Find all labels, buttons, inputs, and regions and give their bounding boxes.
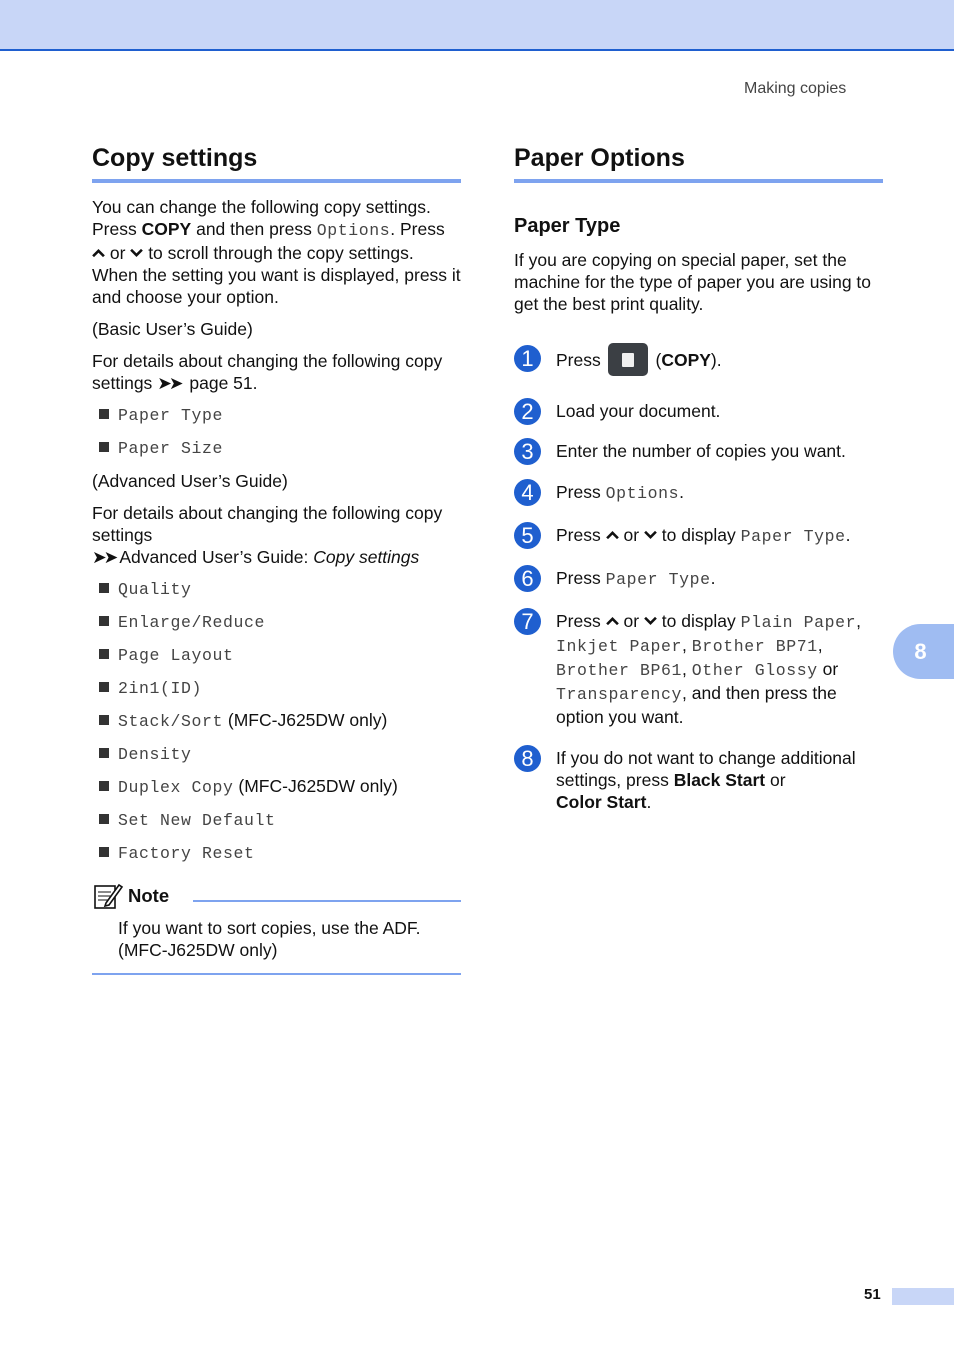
list-item: Stack/Sort (MFC-J625DW only) [92, 709, 461, 733]
basic-guide-label: (Basic User’s Guide) [92, 319, 253, 339]
note-pencil-icon [92, 881, 124, 911]
note-body: If you want to sort copies, use the ADF. (MFC-J625DW only) [118, 918, 421, 960]
list-item: Density [92, 742, 461, 766]
copy-key: COPY [141, 219, 192, 239]
up-arrow-icon [606, 615, 619, 627]
list-item: Factory Reset [92, 841, 461, 865]
reference-arrows-icon: ➤➤ [157, 373, 181, 393]
copy-settings-section [92, 142, 461, 975]
step-6: 6 Press Paper Type. [514, 567, 883, 591]
reference-arrows-icon: ➤➤ [92, 547, 116, 567]
intro-paragraph: You can change the following copy settings. Press COPY and then press Options. Press or to scroll through the copy settings. When the setting you want is displayed, press it and choose your option. [92, 197, 461, 307]
list-item: 2in1(ID) [92, 676, 461, 700]
step-3: 3 Enter the number of copies you want. [514, 440, 883, 462]
list-item: Duplex Copy (MFC-J625DW only) [92, 775, 461, 799]
step-1: 1 Press (COPY). [514, 347, 883, 376]
list-item: Quality [92, 577, 461, 601]
note-divider [193, 900, 461, 902]
basic-details: For details about changing the following copy settings ➤➤ page 51. [92, 351, 443, 393]
list-item: Page Layout [92, 643, 461, 667]
step-4: 4 Press Options. [514, 481, 883, 505]
step-number: 6 [514, 565, 541, 592]
paper-type-intro: If you are copying on special paper, set the machine for the type of paper you are using to get the best print quality. [514, 250, 872, 314]
note-title: Note [128, 885, 170, 906]
footer-band [892, 1288, 954, 1305]
paper-type-heading: Paper Type [514, 215, 621, 237]
list-item: Set New Default [92, 808, 461, 832]
chapter-tab: 8 [893, 624, 954, 679]
note-box [92, 881, 461, 975]
advanced-guide-label: (Advanced User’s Guide) [92, 471, 288, 491]
step-8: 8 If you do not want to change additional settings, press Black Start or Color Start. [514, 747, 883, 813]
step-7: 7 Press or to display Plain Paper, Inkjet Paper, Brother BP71, Brother BP61, Other Glossy or Transparency, and then press the option you want. [514, 610, 883, 728]
page-number: 51 [864, 1286, 881, 1303]
step-2: 2 Load your document. [514, 400, 883, 422]
list-item: Paper Type [92, 403, 461, 427]
down-arrow-icon [644, 615, 657, 627]
section-title: Copy settings [92, 142, 461, 183]
down-arrow-icon [130, 247, 143, 259]
top-band [0, 0, 954, 51]
advanced-details: For details about changing the following copy settings ➤➤ Advanced User’s Guide: Copy settings [92, 503, 443, 567]
running-header: Making copies [744, 80, 847, 97]
list-item: Paper Size [92, 436, 461, 460]
step-number: 4 [514, 479, 541, 506]
step-number: 5 [514, 522, 541, 549]
copy-button-icon [608, 343, 648, 376]
paper-options-section [514, 142, 883, 813]
section-title: Paper Options [514, 142, 883, 183]
options-code: Options [316, 221, 391, 240]
step-number: 7 [514, 608, 541, 635]
step-number: 3 [514, 438, 541, 465]
step-5: 5 Press or to display Paper Type. [514, 524, 883, 548]
up-arrow-icon [606, 529, 619, 541]
list-item: Enlarge/Reduce [92, 610, 461, 634]
up-arrow-icon [92, 247, 105, 259]
step-number: 1 [514, 345, 541, 372]
step-number: 8 [514, 745, 541, 772]
down-arrow-icon [644, 529, 657, 541]
step-number: 2 [514, 398, 541, 425]
